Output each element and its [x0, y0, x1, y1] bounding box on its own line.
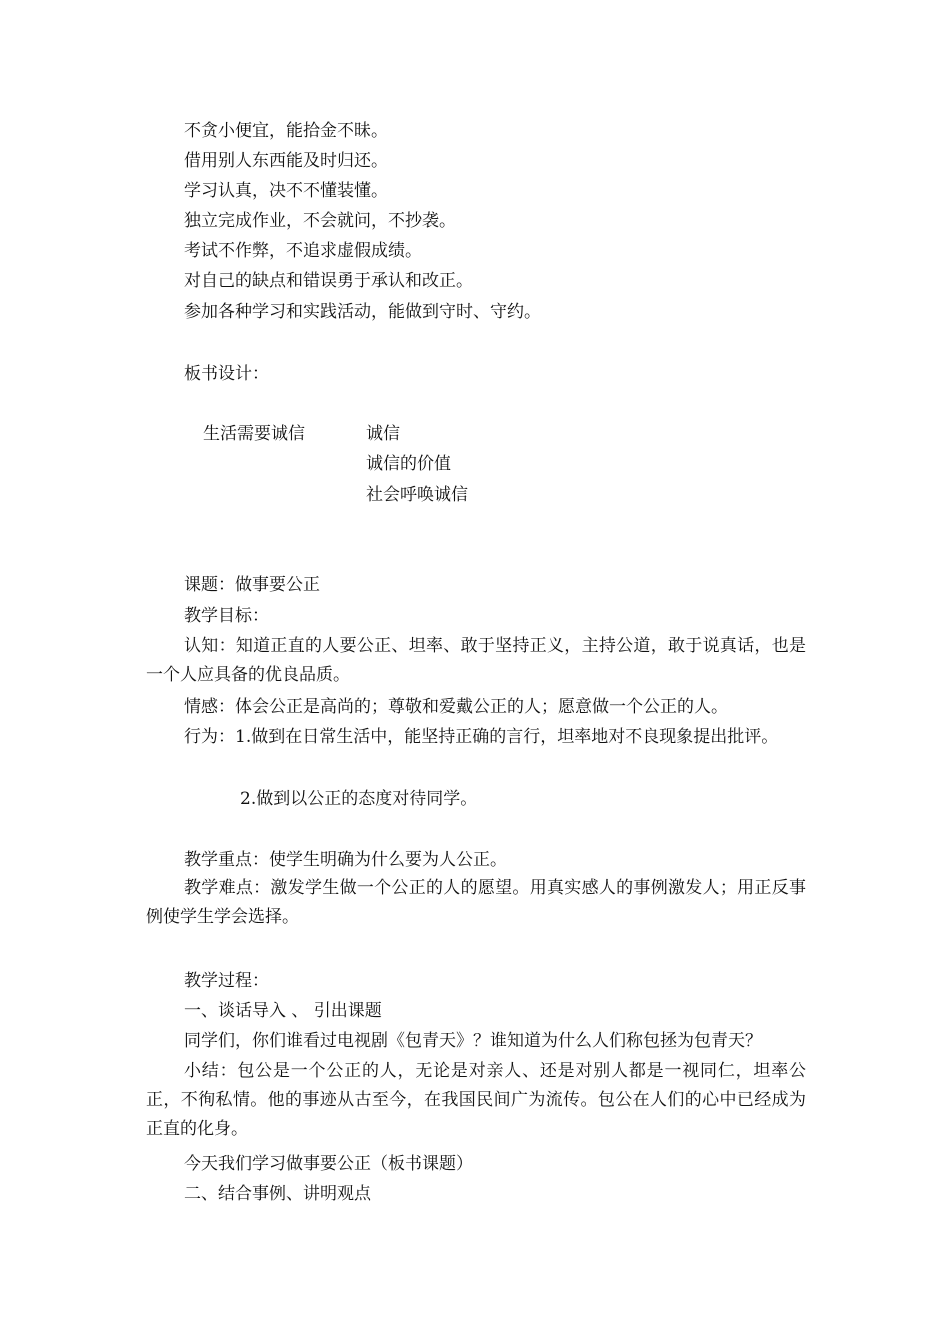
list-item: 借用别人东西能及时归还。: [184, 151, 388, 171]
board-point: 社会呼唤诚信: [366, 485, 468, 505]
today-line: 今天我们学习做事要公正（板书课题）: [184, 1154, 473, 1174]
step-heading: 一、谈话导入 、 引出课题: [184, 1001, 382, 1021]
board-design-heading: 板书设计：: [184, 364, 269, 384]
list-item: 对自己的缺点和错误勇于承认和改正。: [184, 271, 473, 291]
list-item: 学习认真，决不不懂装懂。: [184, 181, 388, 201]
board-point: 诚信的价值: [366, 454, 451, 474]
behavior-paragraph: 行为：1.做到在日常生活中，能坚持正确的言行，坦率地对不良现象提出批评。: [184, 727, 779, 747]
question-paragraph: 同学们，你们谁看过电视剧《包青天》？谁知道为什么人们称包拯为包青天？: [184, 1031, 762, 1051]
summary-paragraph: 小结：包公是一个公正的人，无论是对亲人、还是对别人都是一视同仁，坦率公正，不徇私情。他的事迹从古至今，在我国民间广为流传。包公在人们的心中已经成为正直的化身。: [146, 1061, 806, 1139]
key-point: 教学重点：使学生明确为什么要为人公正。: [184, 850, 507, 870]
list-item: 考试不作弊，不追求虚假成绩。: [184, 241, 422, 261]
cognition-paragraph: 认知：知道正直的人要公正、坦率、敢于坚持正义，主持公道，敢于说真话，也是一个人应具备的优良品质。: [146, 636, 806, 685]
board-main-title: 生活需要诚信: [203, 424, 305, 444]
list-item: 不贪小便宜，能拾金不昧。: [184, 121, 388, 141]
list-item: 参加各种学习和实践活动，能做到守时、守约。: [184, 302, 541, 322]
difficulty-paragraph: 教学难点：激发学生做一个公正的人的愿望。用真实感人的事例激发人；用正反事例使学生学会选择。: [146, 878, 806, 927]
board-point: 诚信: [366, 424, 400, 444]
objectives-heading: 教学目标：: [184, 606, 269, 626]
list-item: 独立完成作业，不会就问，不抄袭。: [184, 211, 456, 231]
step-heading: 二、结合事例、讲明观点: [184, 1184, 371, 1204]
process-heading: 教学过程：: [184, 971, 269, 991]
lesson-title: 课题：做事要公正: [184, 575, 320, 595]
emotion-paragraph: 情感：体会公正是高尚的；尊敬和爱戴公正的人；愿意做一个公正的人。: [184, 697, 728, 717]
behavior-item-2: 2.做到以公正的态度对待同学。: [240, 789, 478, 809]
